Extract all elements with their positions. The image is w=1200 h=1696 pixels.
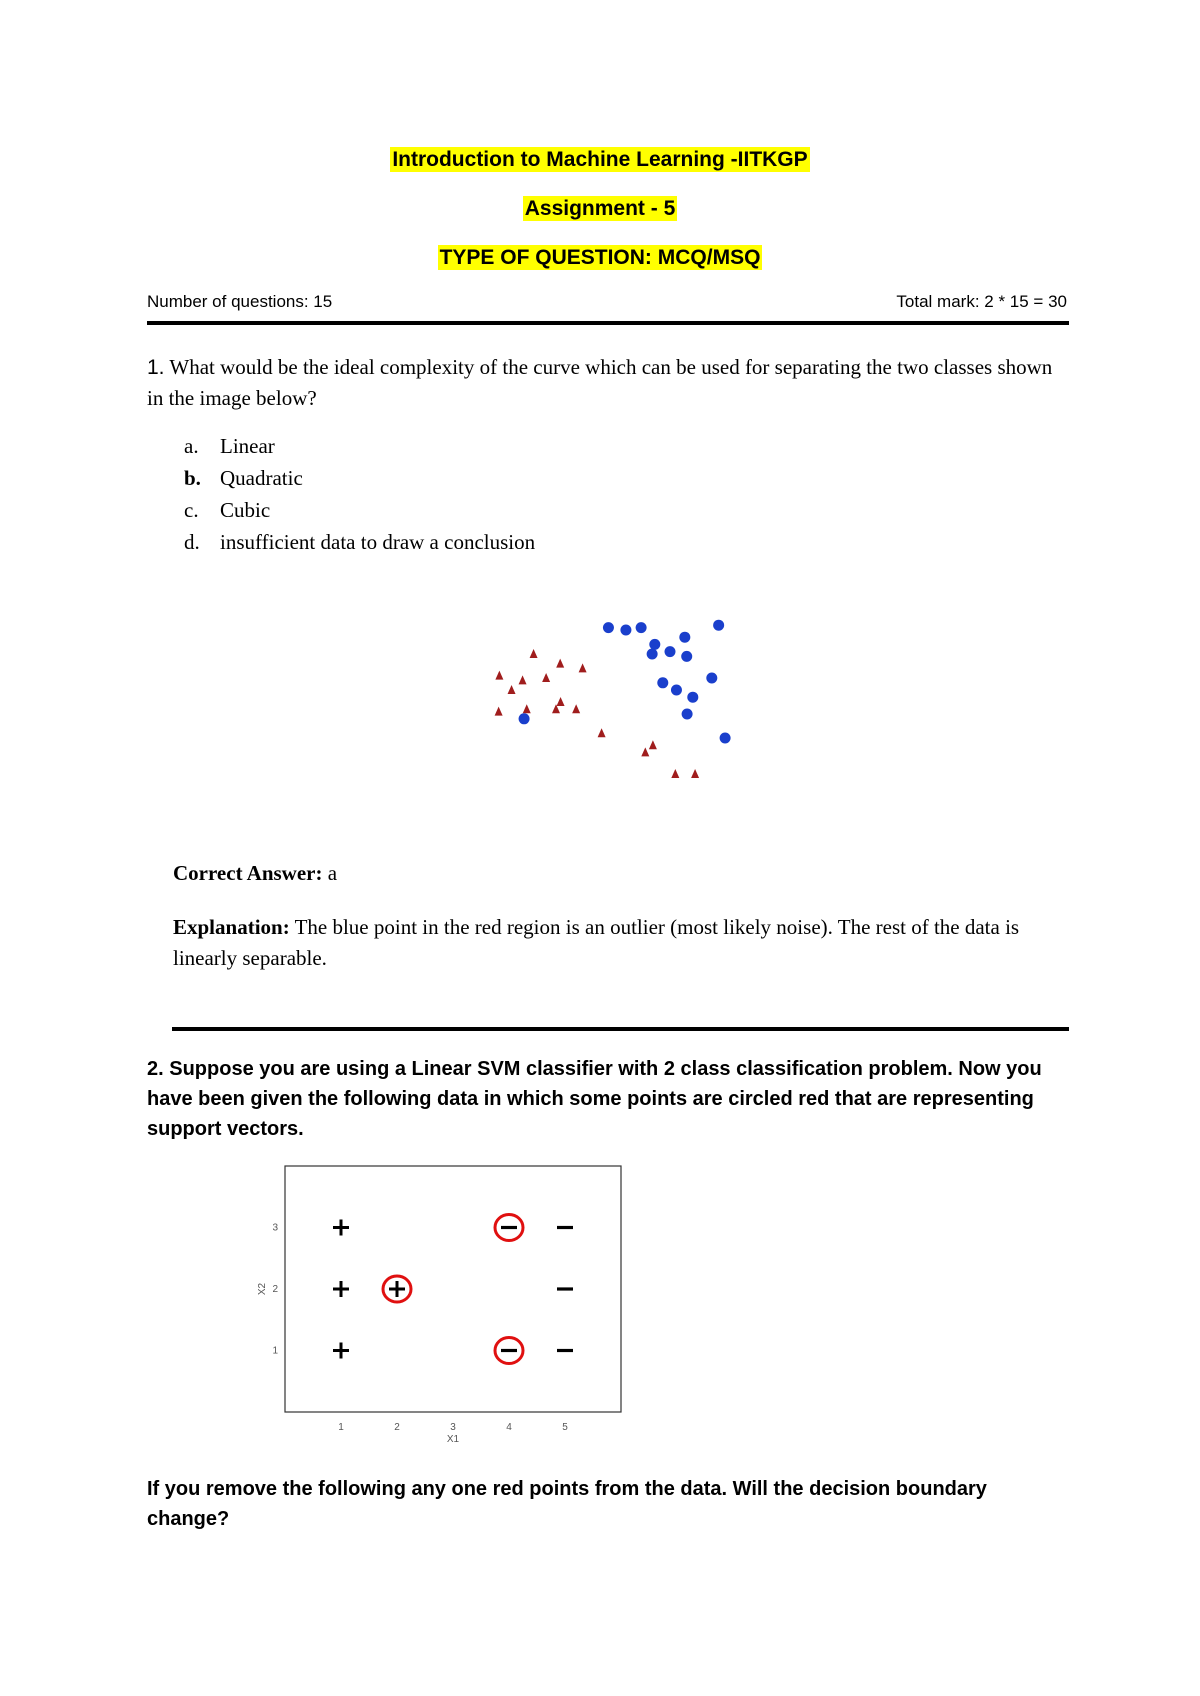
blue-circle-point	[681, 651, 692, 662]
red-triangle-point	[542, 673, 550, 682]
red-triangle-point	[641, 747, 649, 756]
question-1-text: What would be the ideal complexity of the curve which can be used for separating the two classes shown in the image below?	[147, 355, 1053, 410]
x-tick-label: 1	[338, 1422, 344, 1433]
red-triangle-point	[556, 659, 564, 668]
total-mark: Total mark: 2 * 15 = 30	[896, 292, 1067, 311]
red-triangle-point	[508, 685, 516, 694]
blue-circle-point	[620, 625, 631, 636]
question-2	[147, 1054, 1071, 1144]
question-type: TYPE OF QUESTION: MCQ/MSQ	[439, 246, 761, 269]
question-2-followup: If you remove the following any one red points from the data. Will the decision boundary change?	[147, 1478, 987, 1530]
y-tick-label: 1	[272, 1345, 278, 1357]
question-1	[147, 352, 1071, 414]
red-triangle-point	[495, 707, 503, 716]
y-tick-label: 3	[272, 1222, 278, 1234]
question-1-number: 1.	[147, 356, 165, 379]
svm-plot	[255, 1160, 635, 1450]
course-title: Introduction to Machine Learning -IITKGP	[392, 148, 808, 171]
blue-circle-point	[657, 677, 668, 688]
red-triangle-point	[495, 671, 503, 680]
blue-circle-point	[636, 622, 647, 633]
red-triangle-point	[671, 769, 679, 778]
red-triangle-point	[523, 704, 531, 713]
scatter-plot-1	[470, 614, 740, 784]
red-triangle-point	[519, 675, 527, 684]
y-axis-label: X2	[257, 1282, 268, 1296]
question-divider	[172, 1027, 1069, 1031]
num-questions: Number of questions: 15	[147, 292, 333, 311]
option-b[interactable]: b. Quadratic	[184, 466, 303, 490]
option-d[interactable]: d. insufficient data to draw a conclusion	[184, 530, 536, 554]
blue-circle-point	[720, 733, 731, 744]
x-tick-label: 4	[506, 1422, 512, 1433]
question-2-text: Suppose you are using a Linear SVM classifier with 2 class classification problem. Now you have been given the following data in which some points are circled red that are representing support vectors.	[147, 1058, 1042, 1140]
blue-circle-point	[679, 632, 690, 643]
question-1-options	[184, 430, 535, 558]
red-triangle-point	[572, 704, 580, 713]
blue-circle-point	[519, 713, 530, 724]
blue-circle-point	[682, 709, 693, 720]
x-tick-label: 2	[394, 1422, 400, 1433]
header-divider	[147, 321, 1069, 325]
x-tick-label: 5	[562, 1422, 568, 1433]
explanation: Explanation: The blue point in the red region is an outlier (most likely noise). The rest of the data is linearly separable.	[173, 915, 1020, 970]
red-triangle-point	[530, 649, 538, 658]
blue-circle-point	[706, 673, 717, 684]
x-axis-label: X1	[446, 1434, 460, 1445]
option-a[interactable]: a. Linear	[184, 434, 275, 458]
red-triangle-point	[579, 663, 587, 672]
red-triangle-point	[557, 697, 565, 706]
assignment-title: Assignment - 5	[524, 197, 676, 220]
blue-circle-point	[671, 685, 682, 696]
blue-circle-point	[687, 692, 698, 703]
option-c[interactable]: c. Cubic	[184, 498, 271, 522]
red-triangle-point	[649, 740, 657, 749]
red-triangle-point	[691, 769, 699, 778]
y-tick-label: 2	[272, 1284, 278, 1295]
blue-circle-point	[603, 622, 614, 633]
red-triangle-point	[598, 728, 606, 737]
x-tick-label: 3	[450, 1422, 456, 1433]
correct-answer: Correct Answer: a	[173, 861, 338, 885]
blue-circle-point	[647, 649, 658, 660]
question-2-number: 2.	[147, 1058, 164, 1080]
blue-circle-point	[649, 639, 660, 650]
blue-circle-point	[713, 620, 724, 631]
blue-circle-point	[665, 646, 676, 657]
